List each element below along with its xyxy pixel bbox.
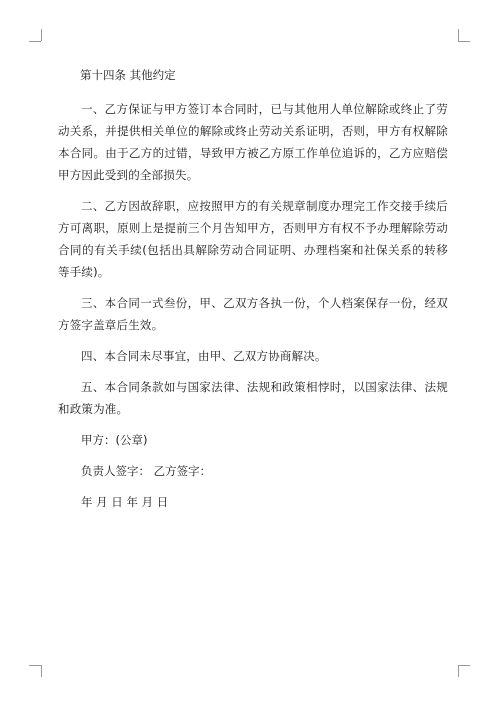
signers-line: 负责人签字： 乙方签字： [81,464,212,478]
party-a-seal-line: 甲方：(公章) [81,433,148,447]
date-line: 年 月 日 年 月 日 [81,495,169,509]
clause-5: 五、本合同条款如与国家法律、法规和政策相悖时，以国家法律、法规和政策为准。 [58,380,448,416]
document-body [58,66,448,522]
article-title: 第十四条 其他约定 [80,68,176,82]
clause-4: 四、本合同未尽事宜，由甲、乙双方协商解决。 [81,349,327,363]
clause-1: 一、乙方保证与甲方签订本合同时，已与其他用人单位解除或终止了劳动关系，并提供相关单位的解除或终止劳动关系证明，否则，甲方有权解除本合同。由于乙方的过错，导致甲方被乙方原工作单位追诉的，乙方应赔偿甲方因此受到的全部损失。 [58,102,448,182]
clause-2: 二、乙方因故辞职，应按照甲方的有关规章制度办理完工作交接手续后方可离职，原则上是提前三个月告知甲方，否则甲方有权不予办理解除劳动合同的有关手续(包括出具解除劳动合同证明、办理档案和社保关系的转移等手续)。 [58,199,448,279]
clause-3: 三、本合同一式叁份，甲、乙双方各执一份，个人档案保存一份，经双方签字盖章后生效。 [58,296,448,332]
